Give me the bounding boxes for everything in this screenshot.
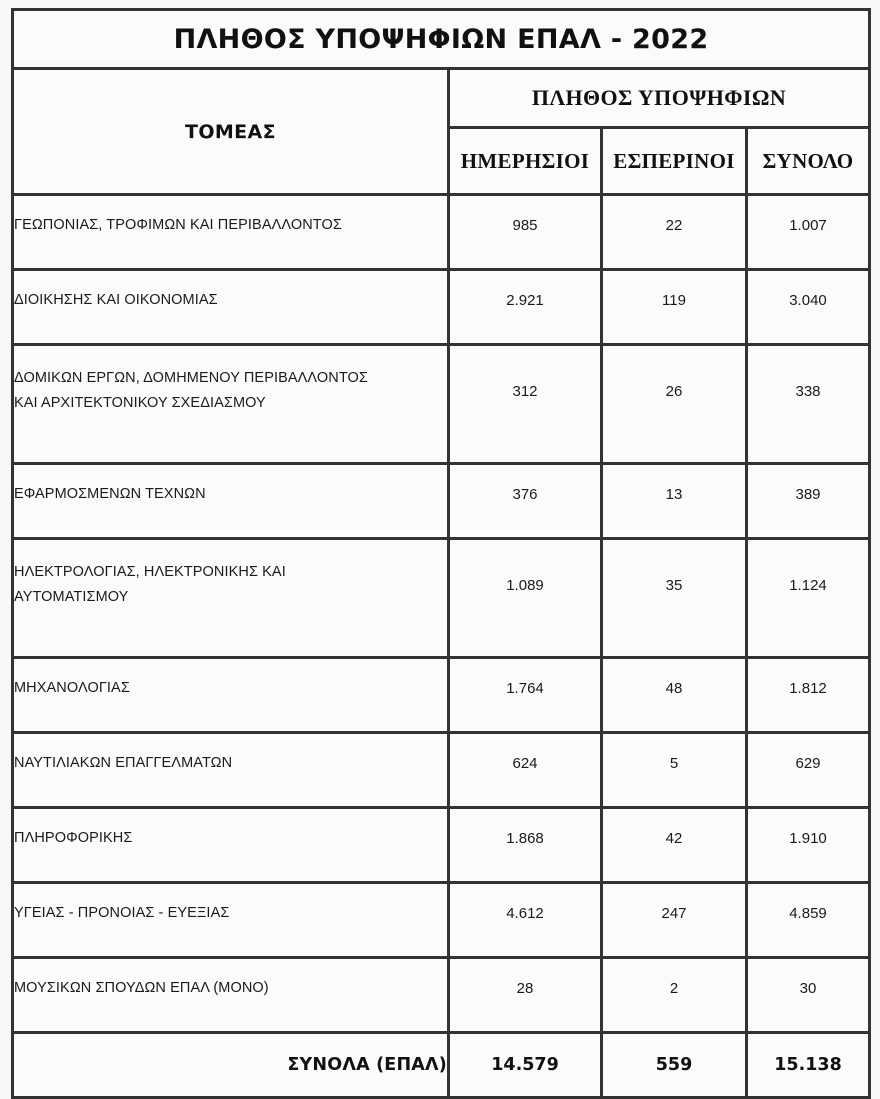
cell-day: 2.921 [449, 270, 602, 345]
sector-label-line1: ΝΑΥΤΙΛΙΑΚΩΝ ΕΠΑΓΓΕΛΜΑΤΩΝ [14, 754, 233, 771]
table-container [11, 8, 868, 1099]
cell-sector [13, 658, 449, 733]
sector-label-line1: ΜΟΥΣΙΚΩΝ ΣΠΟΥΔΩΝ ΕΠΑΛ (ΜΟΝΟ) [14, 979, 269, 996]
sector-label-line1: ΜΗΧΑΝΟΛΟΓΙΑΣ [14, 679, 130, 696]
cell-day: 1.764 [449, 658, 602, 733]
cell-sector [13, 733, 449, 808]
sector-label-line1: ΓΕΩΠΟΝΙΑΣ, ΤΡΟΦΙΜΩΝ ΚΑΙ ΠΕΡΙΒΑΛΛΟΝΤΟΣ [14, 216, 342, 233]
cell-day: 4.612 [449, 883, 602, 958]
cell-total: 338 [747, 345, 870, 464]
table-row [13, 539, 870, 658]
totals-total: 15.138 [747, 1033, 870, 1098]
column-header-day: ΗΜΕΡΗΣΙΟΙ [449, 128, 602, 195]
sector-label-line2: ΑΥΤΟΜΑΤΙΣΜΟΥ [14, 589, 129, 605]
sector-label-line1: ΕΦΑΡΜΟΣΜΕΝΩΝ ΤΕΧΝΩΝ [14, 485, 206, 502]
sector-label-line1: ΠΛΗΡΟΦΟΡΙΚΗΣ [14, 829, 133, 846]
cell-sector [13, 464, 449, 539]
totals-label: ΣΥΝΟΛΑ (ΕΠΑΛ) [13, 1033, 449, 1098]
column-header-total: ΣΥΝΟΛΟ [747, 128, 870, 195]
cell-day: 28 [449, 958, 602, 1033]
sector-label-line1: ΗΛΕΚΤΡΟΛΟΓΙΑΣ, ΗΛΕΚΤΡΟΝΙΚΗΣ ΚΑΙ [14, 564, 286, 581]
cell-evening: 42 [602, 808, 747, 883]
cell-total: 1.007 [747, 195, 870, 270]
cell-total: 1.812 [747, 658, 870, 733]
cell-sector [13, 808, 449, 883]
table-row [13, 195, 870, 270]
table-row [13, 883, 870, 958]
cell-day: 1.089 [449, 539, 602, 658]
totals-day: 14.579 [449, 1033, 602, 1098]
cell-sector [13, 195, 449, 270]
cell-evening: 22 [602, 195, 747, 270]
table-row [13, 958, 870, 1033]
cell-total: 4.859 [747, 883, 870, 958]
cell-sector [13, 345, 449, 464]
cell-day: 376 [449, 464, 602, 539]
cell-evening: 48 [602, 658, 747, 733]
cell-total: 30 [747, 958, 870, 1033]
cell-total: 629 [747, 733, 870, 808]
table-row [13, 270, 870, 345]
page-title: ΠΛΗΘΟΣ ΥΠΟΨΗΦΙΩΝ ΕΠΑΛ - 2022 [13, 10, 870, 69]
table-row [13, 808, 870, 883]
column-header-sector: ΤΟΜΕΑΣ [13, 69, 449, 195]
totals-row [13, 1033, 870, 1098]
title-row [13, 10, 870, 69]
table-row [13, 464, 870, 539]
cell-total: 1.910 [747, 808, 870, 883]
table-row [13, 733, 870, 808]
cell-day: 624 [449, 733, 602, 808]
cell-evening: 5 [602, 733, 747, 808]
sector-label-line1: ΥΓΕΙΑΣ - ΠΡΟΝΟΙΑΣ - ΕΥΕΞΙΑΣ [14, 904, 230, 921]
cell-sector [13, 539, 449, 658]
cell-day: 312 [449, 345, 602, 464]
cell-evening: 13 [602, 464, 747, 539]
totals-evening: 559 [602, 1033, 747, 1098]
cell-evening: 35 [602, 539, 747, 658]
cell-total: 389 [747, 464, 870, 539]
cell-sector [13, 270, 449, 345]
sector-label-line2: ΚΑΙ ΑΡΧΙΤΕΚΤΟΝΙΚΟΥ ΣΧΕΔΙΑΣΜΟΥ [14, 395, 266, 411]
cell-evening: 2 [602, 958, 747, 1033]
table-row [13, 345, 870, 464]
candidates-table [11, 8, 871, 1099]
sector-label-line1: ΔΟΜΙΚΩΝ ΕΡΓΩΝ, ΔΟΜΗΜΕΝΟΥ ΠΕΡΙΒΑΛΛΟΝΤΟΣ [14, 370, 368, 387]
sector-label-line1: ΔΙΟΙΚΗΣΗΣ ΚΑΙ ΟΙΚΟΝΟΜΙΑΣ [14, 291, 218, 308]
cell-day: 1.868 [449, 808, 602, 883]
cell-day: 985 [449, 195, 602, 270]
cell-evening: 119 [602, 270, 747, 345]
cell-evening: 26 [602, 345, 747, 464]
cell-total: 3.040 [747, 270, 870, 345]
cell-evening: 247 [602, 883, 747, 958]
table-row [13, 658, 870, 733]
header-row-group [13, 69, 870, 128]
cell-total: 1.124 [747, 539, 870, 658]
column-header-group: ΠΛΗΘΟΣ ΥΠΟΨΗΦΙΩΝ [449, 69, 870, 128]
column-header-evening: ΕΣΠΕΡΙΝΟΙ [602, 128, 747, 195]
cell-sector [13, 958, 449, 1033]
cell-sector [13, 883, 449, 958]
